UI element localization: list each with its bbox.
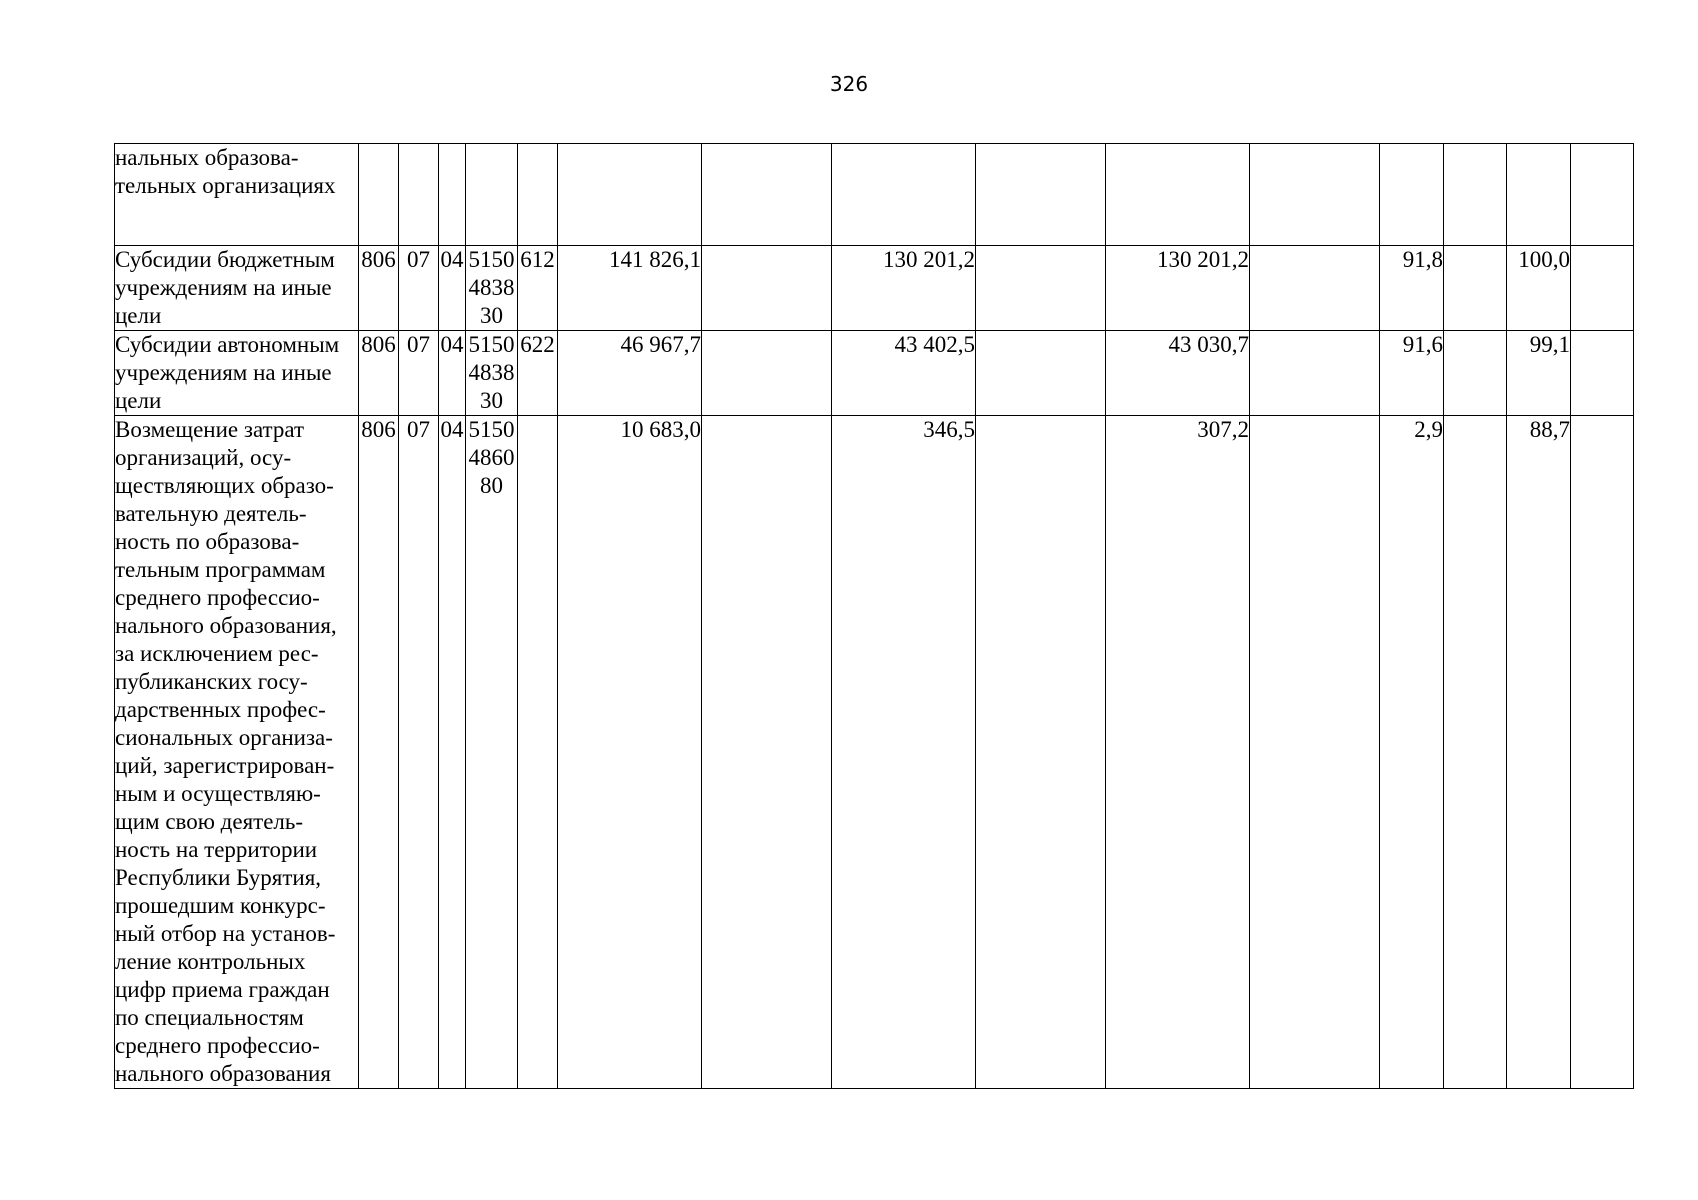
amount-executed-cell bbox=[1106, 246, 1250, 331]
percent-plan-cell bbox=[1380, 144, 1444, 246]
name-cell bbox=[115, 144, 359, 246]
percent-revised-cell bbox=[1507, 331, 1571, 416]
percent-revised-cell bbox=[1507, 246, 1571, 331]
empty-cell bbox=[1250, 144, 1380, 246]
percent-revised-text: 100,0 bbox=[1518, 247, 1570, 272]
target-article-cell bbox=[466, 416, 518, 1089]
amount-executed-cell bbox=[1106, 416, 1250, 1089]
name-text: Субсидии бюджетным учреждениям на иные цели bbox=[115, 247, 335, 328]
percent-plan-cell bbox=[1380, 246, 1444, 331]
amount-revised-cell bbox=[832, 331, 976, 416]
empty-cell bbox=[702, 331, 832, 416]
admin-code-cell bbox=[359, 416, 399, 1089]
empty-cell bbox=[976, 331, 1106, 416]
name-cell bbox=[115, 246, 359, 331]
amount-executed-text: 130 201,2 bbox=[1157, 247, 1249, 272]
name-cell bbox=[115, 331, 359, 416]
target-article-text: 5150 4860 80 bbox=[468, 417, 515, 498]
amount-plan-cell bbox=[558, 246, 702, 331]
name-cell bbox=[115, 416, 359, 1089]
empty-cell bbox=[1250, 331, 1380, 416]
admin-code-text: 806 bbox=[361, 417, 396, 442]
page-number: 326 bbox=[829, 72, 869, 96]
empty-cell bbox=[1571, 144, 1634, 246]
amount-revised-cell bbox=[832, 416, 976, 1089]
empty-cell bbox=[1571, 246, 1634, 331]
target-article-text: 5150 4838 30 bbox=[468, 332, 515, 413]
percent-revised-cell bbox=[1507, 144, 1571, 246]
table-row bbox=[115, 246, 1634, 331]
amount-revised-text: 346,5 bbox=[923, 417, 975, 442]
section-cell bbox=[399, 144, 439, 246]
target-article-cell bbox=[466, 246, 518, 331]
empty-cell bbox=[1250, 246, 1380, 331]
percent-plan-cell bbox=[1380, 416, 1444, 1089]
percent-plan-cell bbox=[1380, 331, 1444, 416]
empty-cell bbox=[1444, 246, 1507, 331]
subsection-cell bbox=[439, 246, 466, 331]
table-row bbox=[115, 416, 1634, 1089]
empty-cell bbox=[702, 144, 832, 246]
expense-type-cell bbox=[518, 144, 558, 246]
empty-cell bbox=[1444, 416, 1507, 1089]
empty-cell bbox=[1444, 144, 1507, 246]
name-text: нальных образова- тельных организациях bbox=[115, 145, 336, 198]
empty-cell bbox=[1444, 331, 1507, 416]
percent-revised-text: 99,1 bbox=[1529, 332, 1570, 357]
expense-type-cell bbox=[518, 331, 558, 416]
section-cell bbox=[399, 331, 439, 416]
empty-cell bbox=[1571, 331, 1634, 416]
percent-revised-cell bbox=[1507, 416, 1571, 1089]
admin-code-text: 806 bbox=[361, 332, 396, 357]
subsection-text: 04 bbox=[440, 247, 464, 272]
subsection-cell bbox=[439, 331, 466, 416]
subsection-cell bbox=[439, 144, 466, 246]
budget-table bbox=[114, 143, 1634, 1089]
amount-plan-text: 10 683,0 bbox=[620, 417, 701, 442]
amount-revised-cell bbox=[832, 144, 976, 246]
admin-code-cell bbox=[359, 246, 399, 331]
percent-plan-text: 2,9 bbox=[1414, 417, 1443, 442]
subsection-cell bbox=[439, 416, 466, 1089]
admin-code-text: 806 bbox=[361, 247, 396, 272]
empty-cell bbox=[702, 246, 832, 331]
table-body bbox=[115, 144, 1634, 1089]
percent-plan-text: 91,8 bbox=[1402, 247, 1443, 272]
amount-executed-cell bbox=[1106, 144, 1250, 246]
amount-plan-cell bbox=[558, 331, 702, 416]
target-article-text: 5150 4838 30 bbox=[468, 247, 515, 328]
subsection-text: 04 bbox=[440, 417, 464, 442]
amount-plan-text: 46 967,7 bbox=[620, 332, 701, 357]
empty-cell bbox=[976, 416, 1106, 1089]
amount-plan-text: 141 826,1 bbox=[609, 247, 701, 272]
expense-type-text: 622 bbox=[520, 332, 555, 357]
amount-plan-cell bbox=[558, 144, 702, 246]
subsection-text: 04 bbox=[440, 332, 464, 357]
table-row bbox=[115, 144, 1634, 246]
amount-executed-text: 307,2 bbox=[1197, 417, 1249, 442]
admin-code-cell bbox=[359, 144, 399, 246]
section-cell bbox=[399, 416, 439, 1089]
amount-executed-text: 43 030,7 bbox=[1168, 332, 1249, 357]
expense-type-cell bbox=[518, 416, 558, 1089]
empty-cell bbox=[976, 246, 1106, 331]
amount-executed-cell bbox=[1106, 331, 1250, 416]
amount-revised-text: 130 201,2 bbox=[883, 247, 975, 272]
section-text: 07 bbox=[407, 332, 430, 357]
amount-revised-text: 43 402,5 bbox=[894, 332, 975, 357]
empty-cell bbox=[702, 416, 832, 1089]
table-row bbox=[115, 331, 1634, 416]
percent-plan-text: 91,6 bbox=[1402, 332, 1443, 357]
name-text: Возмещение затрат организаций, осу- ществляющих образо- вательную деятель- ность по образова- тельным программам среднего профессио- нального образования, за исключением рес- публиканских госу- дарственных профес- сиональных организа- ций, зарегистрирован- ным и осуществляю- щим свою деятель- ность на территории Республики Бурятия, прошедшим конкурс- ный отбор на установ- ление контрольных цифр приема граждан по специальностям среднего профессио- нального образования bbox=[115, 417, 337, 1086]
target-article-cell bbox=[466, 144, 518, 246]
expense-type-text: 612 bbox=[520, 247, 555, 272]
expense-type-cell bbox=[518, 246, 558, 331]
section-text: 07 bbox=[407, 417, 430, 442]
section-text: 07 bbox=[407, 247, 430, 272]
empty-cell bbox=[1250, 416, 1380, 1089]
empty-cell bbox=[1571, 416, 1634, 1089]
section-cell bbox=[399, 246, 439, 331]
amount-revised-cell bbox=[832, 246, 976, 331]
name-text: Субсидии автономным учреждениям на иные цели bbox=[115, 332, 340, 413]
percent-revised-text: 88,7 bbox=[1529, 417, 1570, 442]
empty-cell bbox=[976, 144, 1106, 246]
amount-plan-cell bbox=[558, 416, 702, 1089]
target-article-cell bbox=[466, 331, 518, 416]
admin-code-cell bbox=[359, 331, 399, 416]
